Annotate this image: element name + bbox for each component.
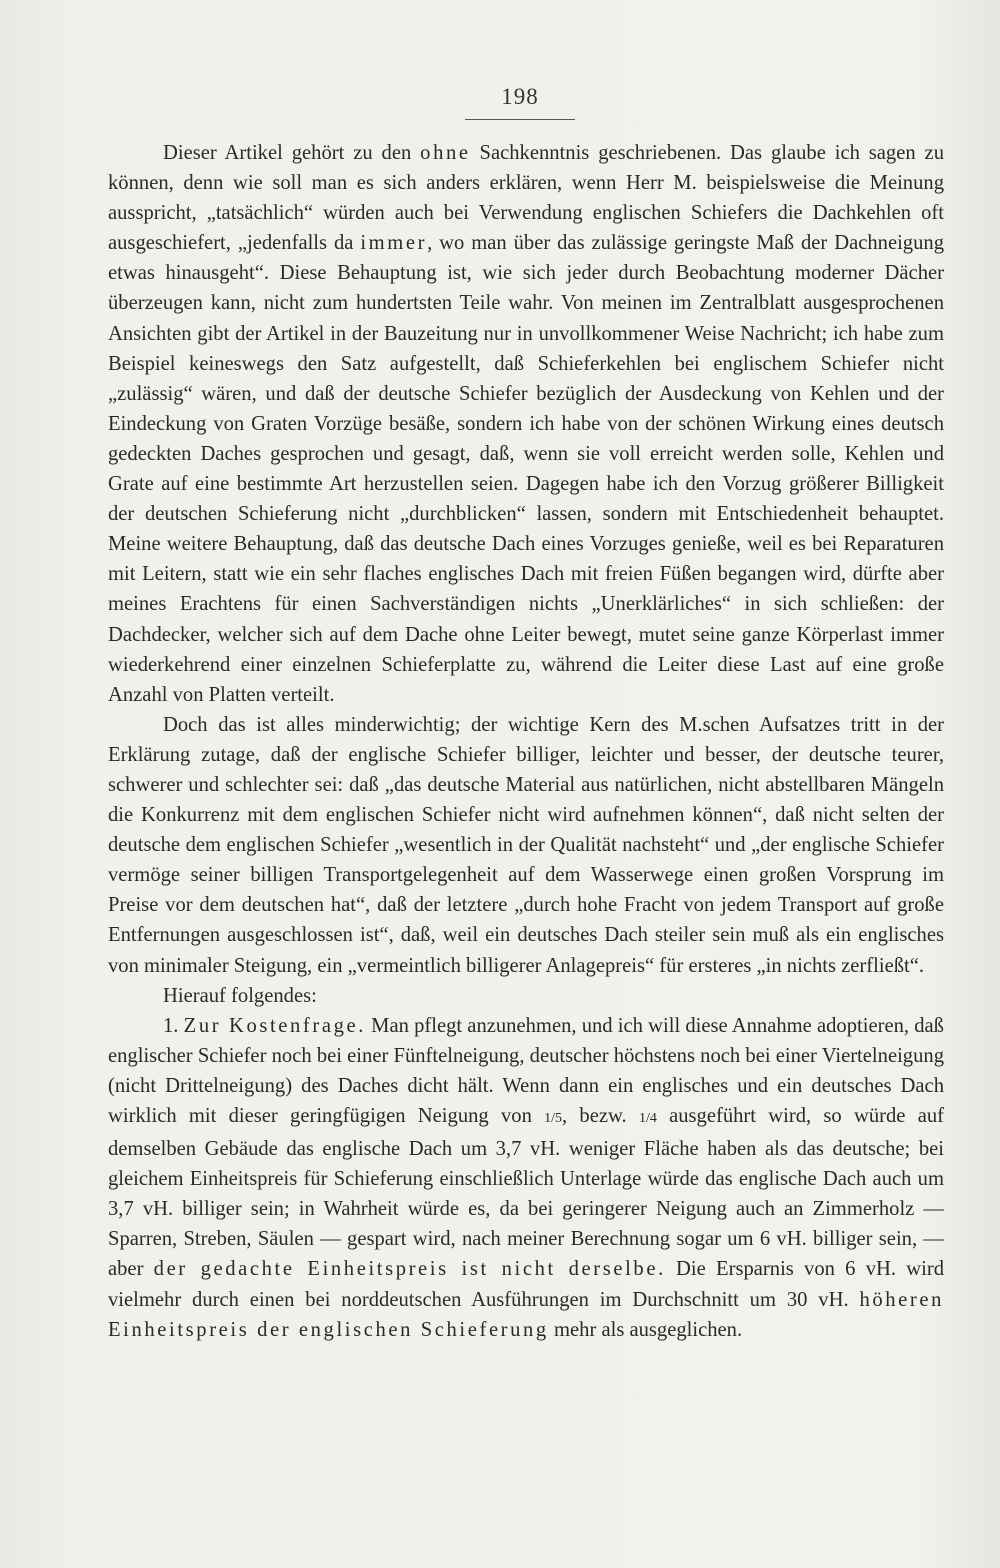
paragraph-4-text-e: Die Ersparnis von 6 vH. wird vielmehr durch einen bei norddeutschen Ausführungen im Durchschnitt um 30 vH. <box>108 1258 944 1311</box>
paragraph-2: Doch das ist alles minderwichtig; der wichtige Kern des M.schen Aufsatzes tritt in der Erklärung zutage, daß der englische Schiefer billiger, leichter und besser, der deutsche teurer, schwerer und schlechter sei: daß „das deutsche Material aus natürlichen, nicht abstellbaren Mängeln die Konkurrenz mit dem englischen Schiefer nicht wird aufnehmen können“, daß nicht selten der deutsche dem englischen Schiefer „wesentlich in der Qualität nachsteht“ und „der englische Schiefer vermöge seiner billigen Transportgelegenheit auf dem Wasserwege einen großen Vorsprung im Preise vor dem deutschen hat“, daß der letztere „durch hohe Fracht von jedem Transport auf große Entfernungen ausgeschlossen ist“, daß, weil ein deutsches Dach steiler sein muß als ein englisches von minimaler Steigung, ein „vermeintlich billigerer Anlagepreis“ für ersteres „in nichts zerfließt“. <box>108 713 944 977</box>
paragraph-1-text-a: Dieser Artikel gehört zu den <box>163 142 421 164</box>
list-number: 1. <box>163 1014 184 1037</box>
paragraph-4-text-c: ausgeführt wird, so würde auf demselben Gebäude das englische Dach um 3,7 vH. weniger Fläche haben als das deutsche; bei gleichem Einheitspreis für Schieferung einschließlich Unterlage würde das englische Dach auch um 3,7 vH. billiger sein; in Wahrheit würde es, da bei geringerer Neigung auch an Zimmerholz — Sparren, Streben, Säulen — gespart wird, nach meiner Berechnung sogar um 6 vH. billiger sein, — aber <box>108 1105 944 1281</box>
page-number: 198 <box>501 84 539 109</box>
paragraph-4-text-g: mehr als ausgeglichen. <box>548 1318 743 1341</box>
paragraph-1-text-c: Sachkenntnis geschriebenen. Das glaube ich sagen zu können, denn wie soll man es sich anders erklären, wenn Herr M. beispielsweise die Meinung ausspricht, „tatsächlich“ würden auch bei Verwendung englischen Schiefers die Dachkehlen oft ausgeschiefert, „jedenfalls da <box>108 142 944 255</box>
paragraph-4-cost-question <box>108 1011 944 1345</box>
fraction-one-fifth: 1/5 <box>544 1111 563 1126</box>
paragraph-1-spaced-ohne: ohne <box>420 142 471 164</box>
body-text <box>108 138 944 1345</box>
paragraph-4-text-a: Man pflegt anzunehmen, und ich will diese Annahme adoptieren, daß englischer Schiefer noch bei einer Fünftelneigung, deutscher höchstens noch bei einer Viertelneigung (nicht Drittelneigung) des Daches dicht hält. Wenn dann ein englisches und ein deutsches Dach wirklich mit dieser geringfügigen Neigung von <box>108 1014 944 1127</box>
paragraph-4-spaced-emphasis-2: höheren Einheitspreis der englischen Schieferung <box>108 1288 944 1341</box>
paragraph-4-spaced-emphasis-1: der gedachte Einheitspreis ist nicht derselbe. <box>153 1258 666 1281</box>
paragraph-1-spaced-immer: immer <box>360 232 428 255</box>
paragraph-1-text-e: , wo man über das zulässige geringste Maß der Dachneigung etwas hinausgeht“. Diese Behauptung ist, wie sich jeder durch Beobachtung moderner Dächer überzeugen kann, nicht zum hundertsten Teile wahr. Von meinen im Zentralblatt ausgesprochenen Ansichten gibt der Artikel in der Bauzeitung nur in unvollkommener Weise Nachricht; ich habe zum Beispiel keineswegs den Satz aufgestellt, daß Schieferkehlen bei englischem Schiefer nicht „zulässig“ wären, und daß der deutsche Schiefer bezüglich der Ausdeckung von Kehlen und der Eindeckung von Graten Vorzüge besäße, sondern ich habe von der schönen Wirkung eines deutsch gedeckten Daches gesprochen und gesagt, daß, wenn sie voll erreicht werden solle, Kehlen und Grate auf eine bestimmte Art herzustellen seien. Dagegen habe ich den Vorzug größerer Billigkeit der deutschen Schieferung nicht „durchblicken“ lassen, sondern mit Entschiedenheit behauptet. Meine weitere Behauptung, daß das deutsche Dach eines Vorzuges genieße, weil es bei Reparaturen mit Leitern, statt wie ein sehr flaches englisches Dach mit freien Füßen begangen wird, dürfte aber meines Erachtens für einen Sachverständigen nichts „Unerklärliches“ in sich schließen: der Dachdecker, welcher sich auf dem Dache ohne Leiter bewegt, mutet seine ganze Körperlast immer wiederkehrend einer einzelnen Schieferplatte zu, während die Leiter diese Last auf eine große Anzahl von Platten verteilt. <box>108 232 944 706</box>
paragraph-4-text-b: , bezw. <box>562 1105 639 1127</box>
section-heading-kostenfrage: Zur Kostenfrage. <box>183 1014 366 1037</box>
fraction-one-quarter: 1/4 <box>638 1111 657 1126</box>
page-number-rule <box>465 119 575 120</box>
paragraph-1 <box>108 138 944 710</box>
paragraph-3: Hierauf folgendes: <box>163 984 317 1007</box>
